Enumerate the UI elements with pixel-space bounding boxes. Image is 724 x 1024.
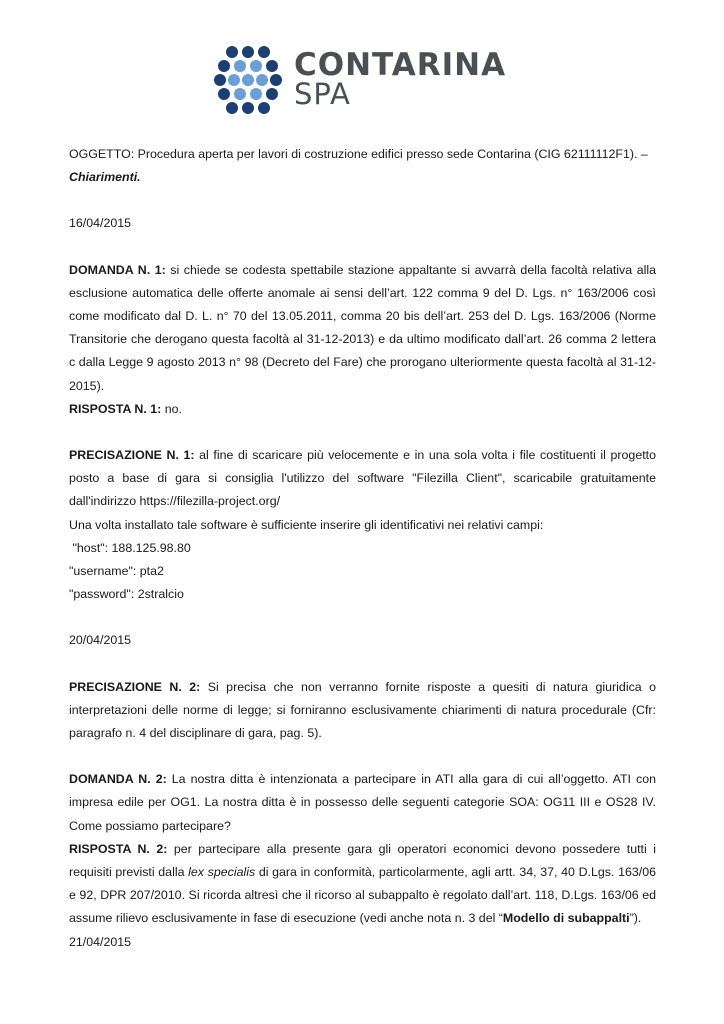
answer-1: [69, 398, 656, 421]
answer-1-label: RISPOSTA N. 1:: [69, 401, 162, 416]
question-1-label: DOMANDA N. 1:: [69, 262, 166, 277]
ftp-password: "password": 2stralcio: [69, 587, 184, 602]
question-1: [69, 259, 656, 398]
ftp-host: "host": 188.125.98.80: [69, 540, 191, 555]
date-2: 20/04/2015: [69, 633, 132, 648]
subject-text: OGGETTO: Procedura aperta per lavori di costruzione edifici presso sede Contarina (CIG 62111112F1). –: [69, 147, 648, 161]
subject-paragraph: [69, 143, 656, 189]
answer-2-bold-reference: Modello di subappalti: [502, 911, 630, 926]
answer-2: [69, 838, 656, 931]
answer-2-italic: lex specialis: [188, 865, 256, 880]
answer-2-label: RISPOSTA N. 2:: [69, 841, 168, 856]
clarification-1-text: al fine di scaricare più velocemente e in una sola volta i file costituenti il progetto posto a base di gara si consiglia l'utilizzo del software "Filezilla Client", scaricabile gratuitamente dall'indirizzo https://filezilla-project.org/: [69, 448, 656, 509]
answer-2-text-b: di gara in conformità, particolarmente, agli artt. 34, 37, 40 D.Lgs. 163/06 e 92, DPR 207/2010. Si ricorda altresì che il ricorso al subappalto è regolato dall’art. 118, D.Lgs. 163/06 ed assume rilievo esclusivamente in fase di esecuzione (vedi anche nota n. 3 del “: [69, 865, 656, 926]
ftp-username: "username": pta2: [69, 564, 164, 579]
clarification-2-text: Si precisa che non verranno fornite risposte a quesiti di natura giuridica o interpretazioni delle norme di legge; si forniranno esclusivamente chiarimenti di natura procedurale (Cfr: paragrafo n. 4 del disciplinare di gara, pag. 5).: [69, 679, 656, 741]
clarification-1: [69, 444, 656, 514]
logo-wordmark-contarina: CONTARINA: [294, 47, 507, 83]
document-body: [69, 143, 656, 954]
subject-title: Chiarimenti.: [69, 170, 141, 185]
question-1-text: si chiede se codesta spettabile stazione appaltante si avvarrà della facoltà relativa alla esclusione automatica delle offerte anomale ai sensi dell’art. 122 comma 9 del D. Lgs. n° 163/2006 così come modificato dal D. L. n° 70 del 13.05.2011, comma 20 bis dell’art. 253 del D. Lgs. 163/2006 (Norme Transitorie che derogano questa facoltà al 31-12-2013) e da ultimo modificato dall’art. 26 comma 2 lettera c dalla Legge 9 agosto 2013 n° 98 (Decreto del Fare) che prorogano ulteriormente questa facoltà al 31-12-2015).: [69, 262, 656, 393]
clarification-2: [69, 676, 656, 746]
question-2-text: La nostra ditta è intenzionata a partecipare in ATI alla gara di cui all’oggetto. ATI con impresa edile per OG1. La nostra ditta è in possesso delle seguenti categorie SOA: OG11 III e OS28 IV. Come possiamo partecipare?: [69, 772, 656, 833]
question-2-label: DOMANDA N. 2:: [69, 772, 167, 787]
date-1: 16/04/2015: [69, 216, 132, 231]
date-3: 21/04/2015: [69, 934, 132, 949]
contarina-logo: [214, 44, 514, 114]
dot-grid-icon: [214, 46, 282, 114]
clarification-2-label: PRECISAZIONE N. 2:: [69, 679, 201, 694]
clarification-1-instructions: Una volta installato tale software è sufficiente inserire gli identificativi nei relativi campi:: [69, 517, 544, 532]
answer-2-text-c: ”).: [629, 911, 642, 926]
clarification-1-label: PRECISAZIONE N. 1:: [69, 448, 195, 463]
logo-wordmark-spa: SPA: [294, 77, 351, 111]
answer-1-text: no.: [161, 401, 182, 416]
answer-2-text-a: per partecipare alla presente gara gli operatori economici devono possedere tutti i requisiti previsti dalla: [69, 841, 656, 880]
question-2: [69, 768, 656, 838]
